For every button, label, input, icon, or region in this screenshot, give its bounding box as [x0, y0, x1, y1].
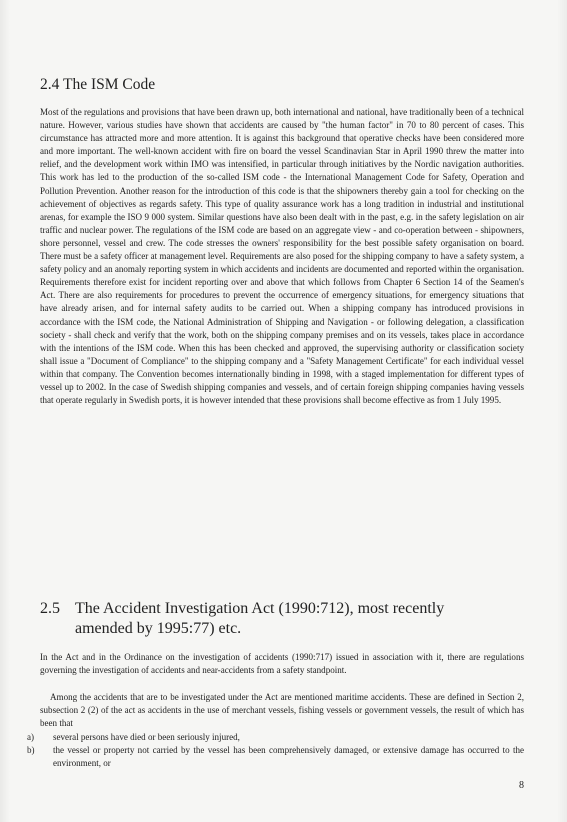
heading-line-1: The Accident Investigation Act (1990:712), most recently [75, 600, 445, 617]
section-heading-accident-investigation-act [40, 599, 520, 639]
list-marker: a) [27, 732, 35, 742]
list-item [27, 731, 524, 744]
heading-line-2: amended by 1995:77) etc. [75, 620, 242, 637]
list-item-text: several persons have died or been seriously injured, [53, 732, 240, 742]
section-heading-ism-code: 2.4 The ISM Code [40, 76, 156, 93]
accident-act-paragraph-2-text: Among the accidents that are to be investigated under the Act are mentioned maritime accidents. These are defined in Section 2, subsection 2 (2) of the act as accidents in the use of merchant vessels, fishing vessels or government vessels, the result of which has been that [40, 692, 524, 729]
section-number: 2.5 [40, 600, 60, 617]
accident-act-paragraph-2 [40, 691, 524, 730]
accident-act-paragraph-1: In the Act and in the Ordinance on the investigation of accidents (1990:717) issued in association with it, there are regulations governing the investigation of accidents and near-accidents from a safety standpoint. [40, 652, 524, 676]
list-marker: b) [27, 745, 35, 755]
list-item-text: the vessel or property not carried by the vessel has been comprehensively damaged, or extensive damage has occurred to the environment, or [53, 745, 524, 769]
list-item [27, 744, 524, 770]
ism-code-paragraph: Most of the regulations and provisions that have been drawn up, both international and national, have traditionally been of a technical nature. However, various studies have shown that accidents are caused by "the human factor" in 70 to 80 percent of cases. This circumstance has attracted more and more attention. It is against this background that operative checks have been considered more and more important. The well-known accident with fire on board the vessel Scandinavian Star in April 1990 threw the matter into relief, and the development work within IMO was intensified, in particular through initiatives by the Nordic navigation authorities. This work has led to the production of the so-called ISM code - the International Management Code for Safety, Operation and Pollution Prevention. Another reason for the introduction of this code is that the shipowners thereby gain a tool for checking on the achievement of objectives as regards safety. This type of quality assurance work has a long tradition in industrial and institutional arenas, for example the ISO 9 000 system. Similar questions have also been dealt with in the past, e.g. in the safety legislation on air traffic and nuclear power. The regulations of the ISM code are based on an aggregate view - and co-operation between - shipowners, shore personnel, vessel and crew. The code stresses the owners' responsibility for the best possible safety organisation on board. There must be a safety officer at management level. Requirements are also posed for the shipping company to have a safety system, a safety policy and an anomaly reporting system in which accidents and incidents are documented and reported within the organisation. Requirements therefore exist for incident reporting over and above that which follows from Chapter 6 Section 14 of the Seamen's Act. There are also requirements for procedures to prevent the occurrence of emergency situations, for emergency situations that have already arisen, and for internal safety audits to be carried out. When a shipping company has introduced provisions in accordance with the ISM code, the National Administration of Shipping and Navigation - or following delegation, a classification society - shall check and verify that the work, both on the shipping company premises and on its vessels, takes place in accordance with the intentions of the ISM code. When this has been checked and approved, the supervising authority or classification society shall issue a "Document of Compliance" to the shipping company and a "Safety Management Certificate" for each individual vessel within that company. The Convention becomes internationally binding in 1998, with a staged implementation for different types of vessel up to 2002. In the case of Swedish shipping companies and vessels, and of certain foreign shipping companies having vessels that operate regularly in Swedish ports, it is however intended that these provisions shall become effective as from 1 July 1995. [40, 107, 524, 406]
page-number: 8 [519, 780, 524, 791]
